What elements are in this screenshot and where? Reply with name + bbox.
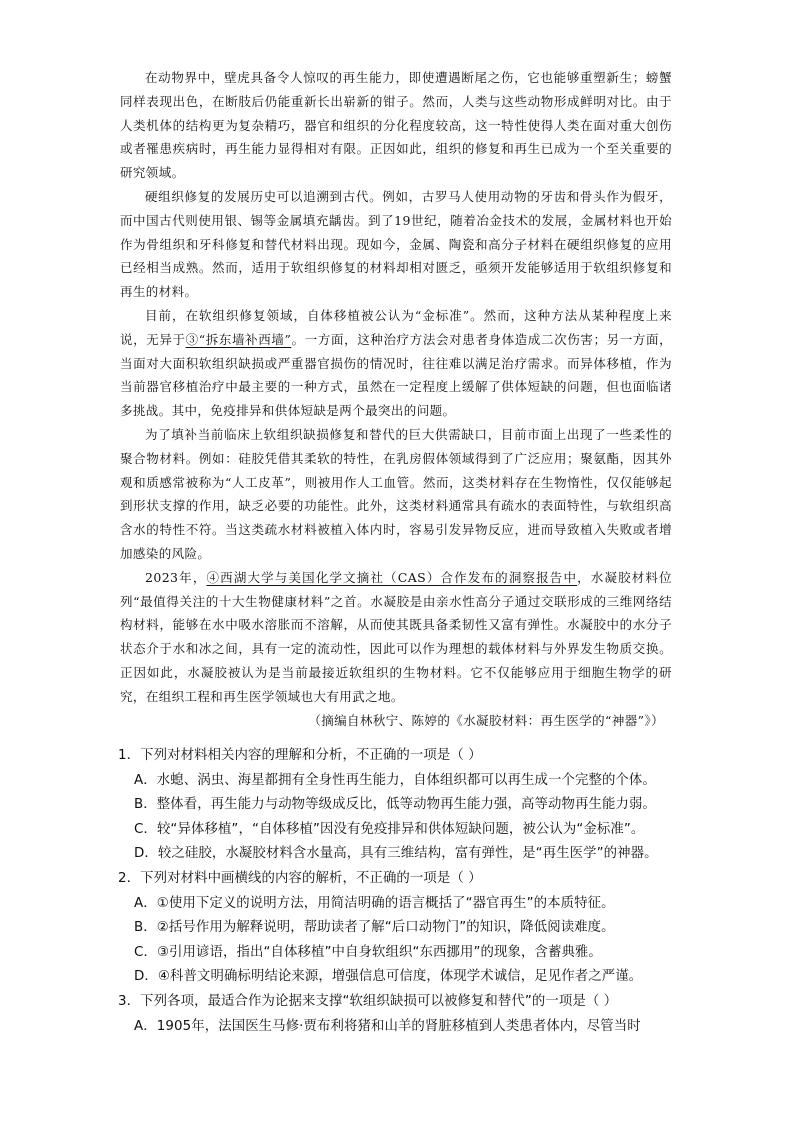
question-2-option-d: D．④科普文明确标明结论来源，增强信息可信度，体现学术诚信，足见作者之严谨。 [134, 969, 643, 985]
question-1-option-a: A．水螅、涡虫、海星都拥有全身性再生能力，自体组织都可以再生成一个完整的个体。 [134, 772, 656, 788]
underlined-phrase-3: ③“拆东墙补西墙” [185, 331, 292, 347]
passage-paragraph-1: 在动物界中，壁虎具备令人惊叹的再生能力，即使遭遇断尾之伤，它也能够重塑新生；螃蟹同样表现出色，在断肢后仍能重新长出崭新的钳子。然而，人类与这些动物形成鲜明对比。由于人类机体的结构更为复杂精巧，器官和组织的分化程度较高，这一特性使得人类在面对重大创伤或者罹患疾病时，再生能力显得相对有限。正因如此，组织的修复和再生已成为一个至关重要的研究领域。 [120, 70, 672, 181]
underlined-phrase-4: ④西湖大学与美国化学文摘社（CAS）合作发布的洞察报告中 [206, 569, 578, 585]
paragraph-5-text-end: ，水凝胶材料位列“最值得关注的十大生物健康材料”之首。水凝胶是由亲水性高分子通过交联形成的三维网络结构材料，能够在水中吸水溶胀而不溶解，从而使其既具备柔韧性又富有弹性。水凝胶中的水分子状态介于水和冰之间，具有一定的流动性，因此可以作为理想的载体材料与外界发生物质交换。正因如此，水凝胶被认为是当前最接近软组织的生物材料。它不仅能够应用于细胞生物学的研究，在组织工程和再生医学领域也大有用武之地。 [120, 569, 672, 704]
question-3-option-a: A．1905年，法国医生马修·贾布利将猪和山羊的肾脏移植到人类患者体内，尽管当时 [134, 1018, 641, 1034]
question-1 [118, 744, 688, 867]
question-2-option-b: B．②括号作用为解释说明，帮助读者了解“后口动物门”的知识，降低阅读难度。 [134, 920, 615, 936]
question-1-option-b: B．整体看，再生能力与动物等级成反比，低等动物再生能力强，高等动物再生能力弱。 [134, 797, 656, 813]
question-2-option-a: A．①使用下定义的说明方法，用简洁明确的语言概括了“器官再生”的本质特征。 [134, 895, 615, 911]
question-2-option-c: C．③引用谚语，指出“自体移植”中自身软组织“东西挪用”的现象，含蓄典雅。 [134, 944, 602, 960]
question-2-stem: 2．下列对材料中画横线的内容的解析，不正确的一项是（ ） [118, 870, 482, 886]
paragraph-3-text-start: 目前，在软组织修复领域，自体移植被公认为“金标准”。然而，这种方法从某种程度上来说，无异于 [120, 307, 672, 347]
question-1-option-c: C．较“异体移植”，“自体移植”因没有免疫排异和供体短缺问题，被公认为“金标准”。 [134, 821, 645, 837]
question-3 [118, 990, 688, 1039]
paragraph-5-text-start: 2023年， [145, 569, 207, 585]
reading-passage [120, 66, 672, 732]
passage-source: （摘编自林秋宁、陈婷的《水凝胶材料：再生医学的“神器”》） [308, 712, 664, 728]
passage-paragraph-2: 硬组织修复的发展历史可以追溯到古代。例如，古罗马人使用动物的牙齿和骨头作为假牙，而中国古代则使用银、锡等金属填充龋齿。到了19世纪，随着冶金技术的发展，金属材料也开始作为骨组织和牙科修复和替代材料出现。现如今，金属、陶瓷和高分子材料在硬组织修复的应用已经相当成熟。然而，适用于软组织修复的材料却相对匮乏，亟须开发能够适用于软组织修复和再生的材料。 [120, 188, 672, 300]
question-3-stem: 3．下列各项，最适合作为论据来支撑“软组织缺损可以被修复和替代”的一项是（ ） [118, 993, 618, 1009]
passage-paragraph-4: 为了填补当前临床上软组织缺损修复和替代的巨大供需缺口，目前市面上出现了一些柔性的聚合物材料。例如：硅胶凭借其柔软的特性，在乳房假体领域得到了广泛应用；聚氨酯，因其外观和质感常被称为“人工皮革”，则被用作人工血管。然而，这类材料存在生物惰性，仅仅能够起到形状支撑的作用，缺乏必要的功能性。此外，这类材料通常具有疏水的表面特性，与软组织高含水的特性不符。当这类疏水材料被植入体内时，容易引发异物反应，进而导致植入失败或者增加感染的风险。 [120, 426, 672, 561]
question-list [118, 744, 688, 1039]
question-2 [118, 867, 688, 990]
passage-paragraph-3 [120, 304, 672, 423]
paragraph-3-text-end: 。一方面，这种治疗方法会对患者身体造成二次伤害；另一方面，当面对大面积软组织缺损或严重器官损伤的情况时，往往难以满足治疗需求。而异体移植，作为当前器官移植治疗中最主要的一种方式，虽然在一定程度上缓解了供体短缺的问题，但也面临诸多挑战。其中，免疫排异和供体短缺是两个最突出的问题。 [120, 331, 672, 419]
passage-paragraph-5 [120, 566, 672, 709]
question-1-stem: 1．下列对材料相关内容的理解和分析，不正确的一项是（ ） [118, 748, 482, 763]
question-1-option-d: D．较之硅胶，水凝胶材料含水量高，具有三维结构，富有弹性，是“再生医学”的神器。 [134, 846, 658, 862]
